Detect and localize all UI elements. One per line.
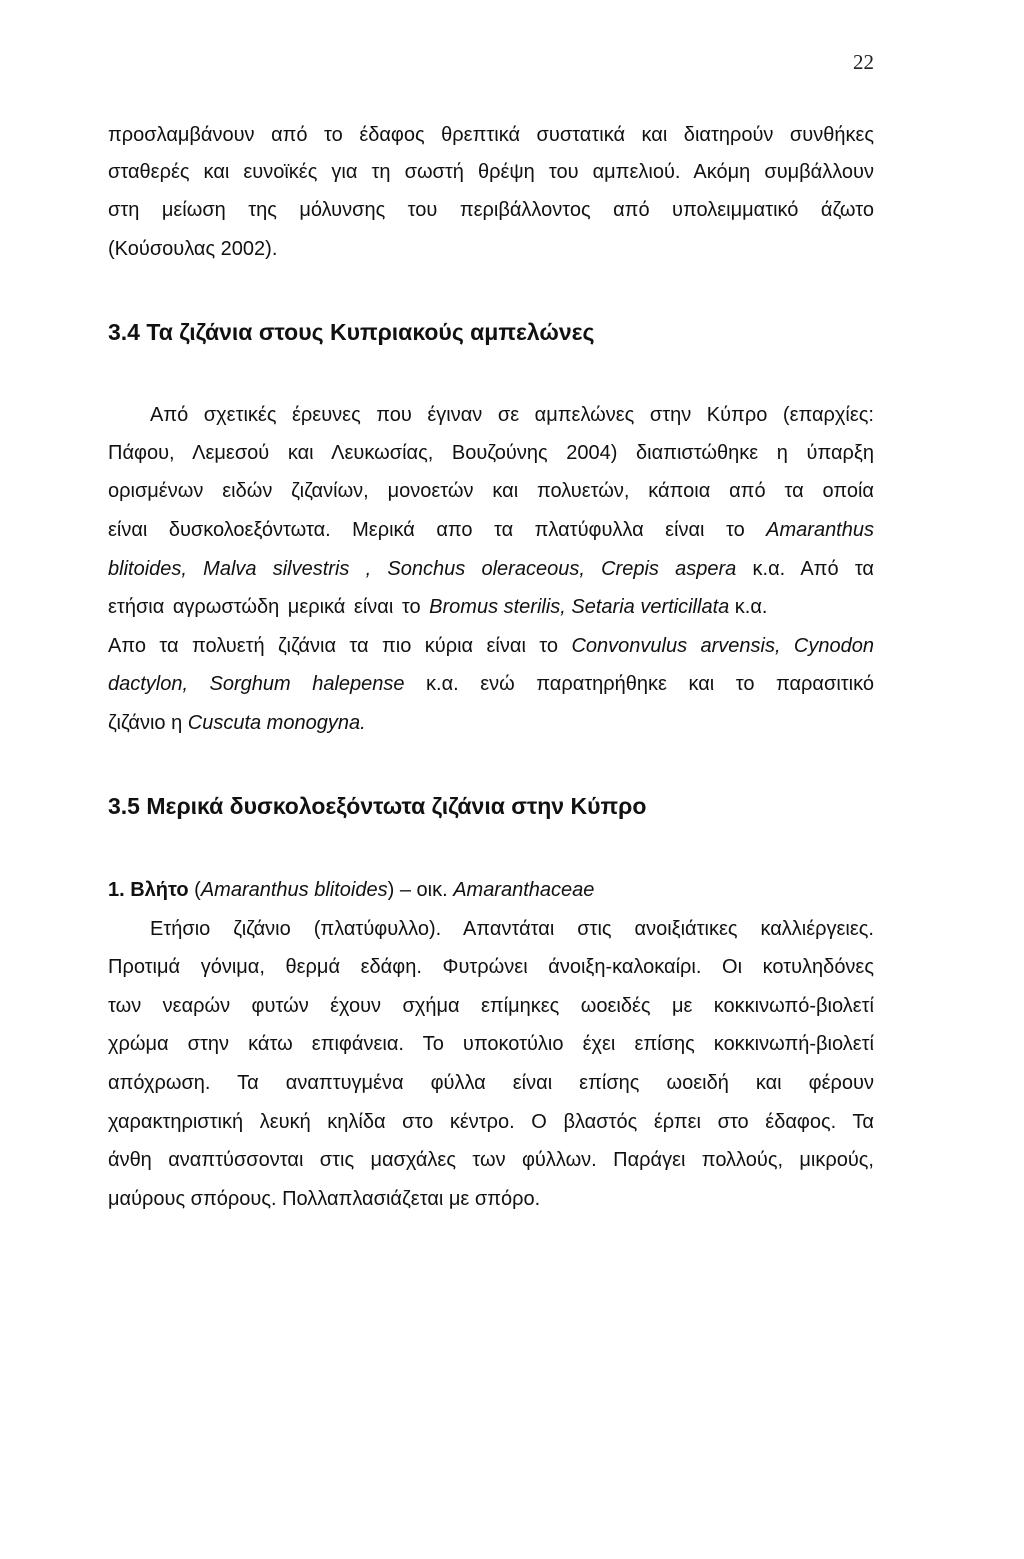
paragraph-line: των νεαρών φυτών έχουν σχήμα επίμηκες ωοειδές με κοκκινωπό-βιολετί [108,995,874,1017]
family-name: Amaranthaceae [453,879,595,901]
text-run: ) – οικ. [387,879,454,901]
paragraph-line: Από σχετικές έρευνες που έγιναν σε αμπελώνες στην Κύπρο (επαρχίες: [150,404,874,426]
item-number-name: 1. Βλήτο [108,879,189,901]
text-run: ετήσια αγρωστώδη μερικά είναι το [108,596,430,618]
paragraph-line [108,595,874,619]
species-name: Cuscuta monogyna. [187,712,366,734]
paragraph-line: Ετήσιο ζιζάνιο (πλατύφυλλο). Απαντάται στις ανοιξιάτικες καλλιέργειες. [150,918,874,940]
paragraph-line [108,557,874,581]
species-name: Amaranthus blitoides [200,879,388,901]
paragraph-line: χαρακτηριστική λευκή κηλίδα στο κέντρο. Ο βλαστός έρπει στο έδαφος. Τα [108,1111,874,1133]
paragraph-line: προσλαμβάνουν από το έδαφος θρεπτικά συστατικά και διατηρούν συνθήκες [108,124,874,146]
paragraph-line: απόχρωση. Τα αναπτυγμένα φύλλα είναι επίσης ωοειδή και φέρουν [108,1072,874,1094]
paragraph-line [108,634,874,658]
paragraph-line: χρώμα στην κάτω επιφάνεια. Το υποκοτύλιο έχει επίσης κοκκινωπή-βιολετί [108,1033,874,1055]
species-name: dactylon, Sorghum halepense [108,673,405,695]
text-run: ( [188,879,201,901]
page-number: 22 [853,50,874,74]
section-heading-3-5: 3.5 Μερικά δυσκολοεξόντωτα ζιζάνια στην Κύπρο [108,793,647,819]
paragraph-line: (Κούσουλας 2002). [108,238,278,260]
text-run: κ.α. [729,596,768,618]
species-name: Bromus sterilis, Setaria verticillata [429,596,730,618]
text-run: κ.α. ενώ παρατηρήθηκε και το παρασιτικό [404,673,875,695]
text-run: ζιζάνιο η [108,712,188,734]
paragraph-line [108,518,874,542]
paragraph-line [108,672,874,696]
item-title [108,878,874,902]
paragraph-line: στη μείωση της μόλυνσης του περιβάλλοντος από υπολειμματικό άζωτο [108,199,874,221]
text-run: είναι δυσκολοεξόντωτα. Μερικά απο τα πλατύφυλλα είναι το [108,519,767,541]
section-heading-3-4: 3.4 Τα ζιζάνια στους Κυπριακούς αμπελώνες [108,319,595,345]
species-name: Convonvulus arvensis, Cynodon [571,635,874,657]
paragraph-line: άνθη αναπτύσσονται στις μασχάλες των φύλλων. Παράγει πολλούς, μικρούς, [108,1149,874,1171]
species-name: Amaranthus [766,519,874,541]
paragraph-line: μαύρους σπόρους. Πολλαπλασιάζεται με σπόρο. [108,1188,541,1210]
paragraph-line: Πάφου, Λεμεσού και Λευκωσίας, Βουζούνης 2004) διαπιστώθηκε η ύπαρξη [108,442,874,464]
paragraph-line: ορισμένων ειδών ζιζανίων, μονοετών και πολυετών, κάποια από τα οποία [108,480,874,502]
paragraph-line: σταθερές και ευνοϊκές για τη σωστή θρέψη του αμπελιού. Ακόμη συμβάλλουν [108,161,874,183]
text-run: Απο τα πολυετή ζιζάνια τα πιο κύρια είναι το [108,635,572,657]
paragraph-line: Προτιμά γόνιμα, θερμά εδάφη. Φυτρώνει άνοιξη-καλοκαίρι. Οι κοτυληδόνες [108,956,874,978]
text-run: κ.α. Από τα [736,558,874,580]
paragraph-line [108,711,874,735]
species-name: blitoides, Malva silvestris , Sonchus oleraceous, Crepis aspera [108,558,737,580]
